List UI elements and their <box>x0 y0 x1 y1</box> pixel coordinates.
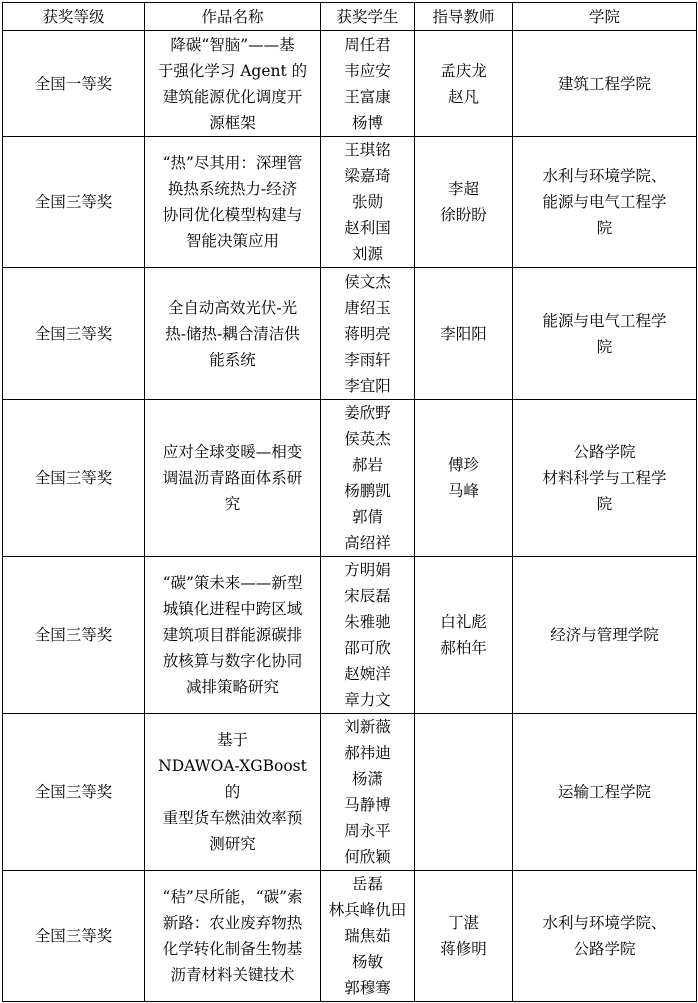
students-line: 侯文杰 <box>344 272 391 291</box>
project-line: “秸”尽所能，“碳”索 <box>162 888 303 906</box>
students-line: 邵可欣 <box>344 639 391 657</box>
students-cell <box>321 268 415 400</box>
teachers-cell <box>415 714 513 871</box>
college-line: 能源与电气工程学 <box>542 311 667 330</box>
students-cell <box>321 400 415 557</box>
header-row <box>3 3 697 31</box>
students-line: 周任君 <box>344 35 391 54</box>
college-cell <box>513 31 697 137</box>
teachers-line: 孟庆龙 <box>440 61 487 80</box>
students-line: 高绍祥 <box>344 534 391 552</box>
students-line: 何欣颖 <box>344 848 391 866</box>
students-line: 李雨轩 <box>344 350 391 369</box>
college-cell <box>513 400 697 557</box>
students-cell <box>321 557 415 714</box>
students-line: 赵利国 <box>344 219 391 237</box>
teachers-line: 李超 <box>447 180 479 198</box>
teachers-line: 李阳阳 <box>440 324 487 343</box>
header-level: 获奖等级 <box>3 3 145 31</box>
project-name-cell <box>145 31 321 137</box>
project-line: 减排策略研究 <box>185 678 279 696</box>
header-project: 作品名称 <box>145 3 321 31</box>
students-line: 郝岩 <box>351 456 383 474</box>
students-line: 周永平 <box>344 822 391 840</box>
award-level-cell: 全国三等奖 <box>3 871 145 1002</box>
college-line: 建筑工程学院 <box>557 74 651 93</box>
students-line: 瑞焦茹 <box>344 927 391 945</box>
teachers-line: 赵凡 <box>447 87 479 106</box>
project-line: NDAWOA-XGBoost 的 <box>158 757 307 801</box>
students-line: 李宜阳 <box>344 376 391 395</box>
college-line: 院 <box>596 337 613 356</box>
table-row <box>3 31 697 137</box>
students-line: 章力文 <box>344 691 391 709</box>
award-level-cell: 全国三等奖 <box>3 714 145 871</box>
project-line: 能系统 <box>209 350 256 369</box>
project-line: 协同优化模型构建与 <box>162 206 303 224</box>
college-line: 材料科学与工程学 <box>542 469 667 487</box>
college-line: 院 <box>596 495 613 513</box>
project-name-cell <box>145 557 321 714</box>
students-line: 唐绍玉 <box>344 298 391 317</box>
project-line: 基于 <box>216 731 248 749</box>
teachers-line: 傅珍 <box>447 456 479 474</box>
college-cell <box>513 714 697 871</box>
students-line: 杨博 <box>351 113 383 132</box>
project-name-cell <box>145 268 321 400</box>
students-line: 梁嘉琦 <box>344 167 391 185</box>
project-line: 放核算与数字化协同 <box>162 652 303 670</box>
project-line: 沥青材料关键技术 <box>170 966 295 984</box>
project-line: 重型货车燃油效率预 <box>162 809 303 827</box>
project-line: 建筑项目群能源碳排 <box>162 626 303 644</box>
award-level-cell: 全国三等奖 <box>3 268 145 400</box>
project-line: 降碳“智脑”——基 <box>170 35 295 54</box>
college-line: 经济与管理学院 <box>550 626 659 644</box>
students-cell <box>321 714 415 871</box>
students-line: 林兵峰仇田 <box>328 901 407 919</box>
teachers-cell <box>415 557 513 714</box>
header-students: 获奖学生 <box>321 3 415 31</box>
project-line: “热”尽其用：深理管 <box>162 154 303 172</box>
project-line: 新路：农业废弃物热 <box>162 914 303 932</box>
teachers-cell <box>415 400 513 557</box>
project-name-cell <box>145 400 321 557</box>
students-line: 侯英杰 <box>344 430 391 448</box>
students-line: 方明娟 <box>344 561 391 579</box>
students-cell <box>321 871 415 1002</box>
project-line: 测研究 <box>209 835 256 853</box>
college-cell <box>513 268 697 400</box>
students-line: 朱雅驰 <box>344 613 391 631</box>
project-line: 城镇化进程中跨区域 <box>162 600 303 618</box>
table-row <box>3 268 697 400</box>
teachers-cell <box>415 31 513 137</box>
students-line: 马静博 <box>344 796 391 814</box>
header-teachers: 指导教师 <box>415 3 513 31</box>
project-line: 应对全球变暖—相变 <box>162 443 303 461</box>
project-name-cell <box>145 871 321 1002</box>
students-line: 张勋 <box>351 193 383 211</box>
students-line: 郭倩 <box>351 508 383 526</box>
project-name-cell <box>145 137 321 268</box>
project-line: 建筑能源优化调度开 <box>162 87 303 106</box>
college-line: 院 <box>596 219 613 237</box>
students-line: 杨鹏凯 <box>344 482 391 500</box>
project-line: 源框架 <box>209 113 256 132</box>
project-line: 智能决策应用 <box>185 232 279 250</box>
students-line: 姜欣野 <box>344 404 391 422</box>
teachers-line: 蒋修明 <box>440 940 487 958</box>
college-line: 运输工程学院 <box>557 783 651 801</box>
header-college: 学院 <box>513 3 697 31</box>
table-row <box>3 137 697 268</box>
students-line: 刘源 <box>351 245 383 263</box>
table-row <box>3 871 697 1002</box>
students-line: 岳磊 <box>351 875 383 893</box>
teachers-line: 徐盼盼 <box>440 206 487 224</box>
table-row <box>3 557 697 714</box>
teachers-line: 丁湛 <box>447 914 479 932</box>
students-line: 韦应安 <box>344 61 391 80</box>
award-level-cell: 全国一等奖 <box>3 31 145 137</box>
students-cell <box>321 31 415 137</box>
project-line: “碳”策未来——新型 <box>162 574 303 592</box>
college-line: 公路学院 <box>573 940 636 958</box>
award-level-cell: 全国三等奖 <box>3 400 145 557</box>
students-cell <box>321 137 415 268</box>
table-row <box>3 714 697 871</box>
students-line: 杨潇 <box>351 770 383 788</box>
project-line: 调温沥青路面体系研 <box>162 469 303 487</box>
awards-table <box>2 2 697 1002</box>
project-name-cell <box>145 714 321 871</box>
teachers-line: 郝柏年 <box>440 639 487 657</box>
students-line: 赵婉洋 <box>344 665 391 683</box>
college-line: 能源与电气工程学 <box>542 193 667 211</box>
students-line: 郝祎迪 <box>344 744 391 762</box>
project-line: 换热系统热力-经济 <box>167 180 298 198</box>
college-cell <box>513 137 697 268</box>
project-line: 热-储热-耦合清洁供 <box>165 324 300 343</box>
college-line: 公路学院 <box>573 443 636 461</box>
college-cell <box>513 871 697 1002</box>
teachers-line: 白礼彪 <box>440 613 487 631</box>
college-cell <box>513 557 697 714</box>
project-line: 于强化学习 Agent 的 <box>157 61 308 80</box>
project-line: 全自动高效光伏-光 <box>167 298 298 317</box>
college-line: 水利与环境学院、 <box>542 167 667 185</box>
students-line: 郭穆骞 <box>344 979 391 997</box>
award-level-cell: 全国三等奖 <box>3 137 145 268</box>
students-line: 王琪铭 <box>344 141 391 159</box>
teachers-cell <box>415 137 513 268</box>
teachers-cell <box>415 871 513 1002</box>
students-line: 王富康 <box>344 87 391 106</box>
teachers-cell <box>415 268 513 400</box>
college-line: 水利与环境学院、 <box>542 914 667 932</box>
teachers-line: 马峰 <box>447 482 479 500</box>
project-line: 究 <box>224 495 241 513</box>
award-level-cell: 全国三等奖 <box>3 557 145 714</box>
students-line: 宋辰磊 <box>344 587 391 605</box>
table-body <box>3 31 697 1002</box>
project-line: 化学转化制备生物基 <box>162 940 303 958</box>
students-line: 蒋明亮 <box>344 324 391 343</box>
table-row <box>3 400 697 557</box>
students-line: 刘新薇 <box>344 718 391 736</box>
students-line: 杨敏 <box>351 953 383 971</box>
